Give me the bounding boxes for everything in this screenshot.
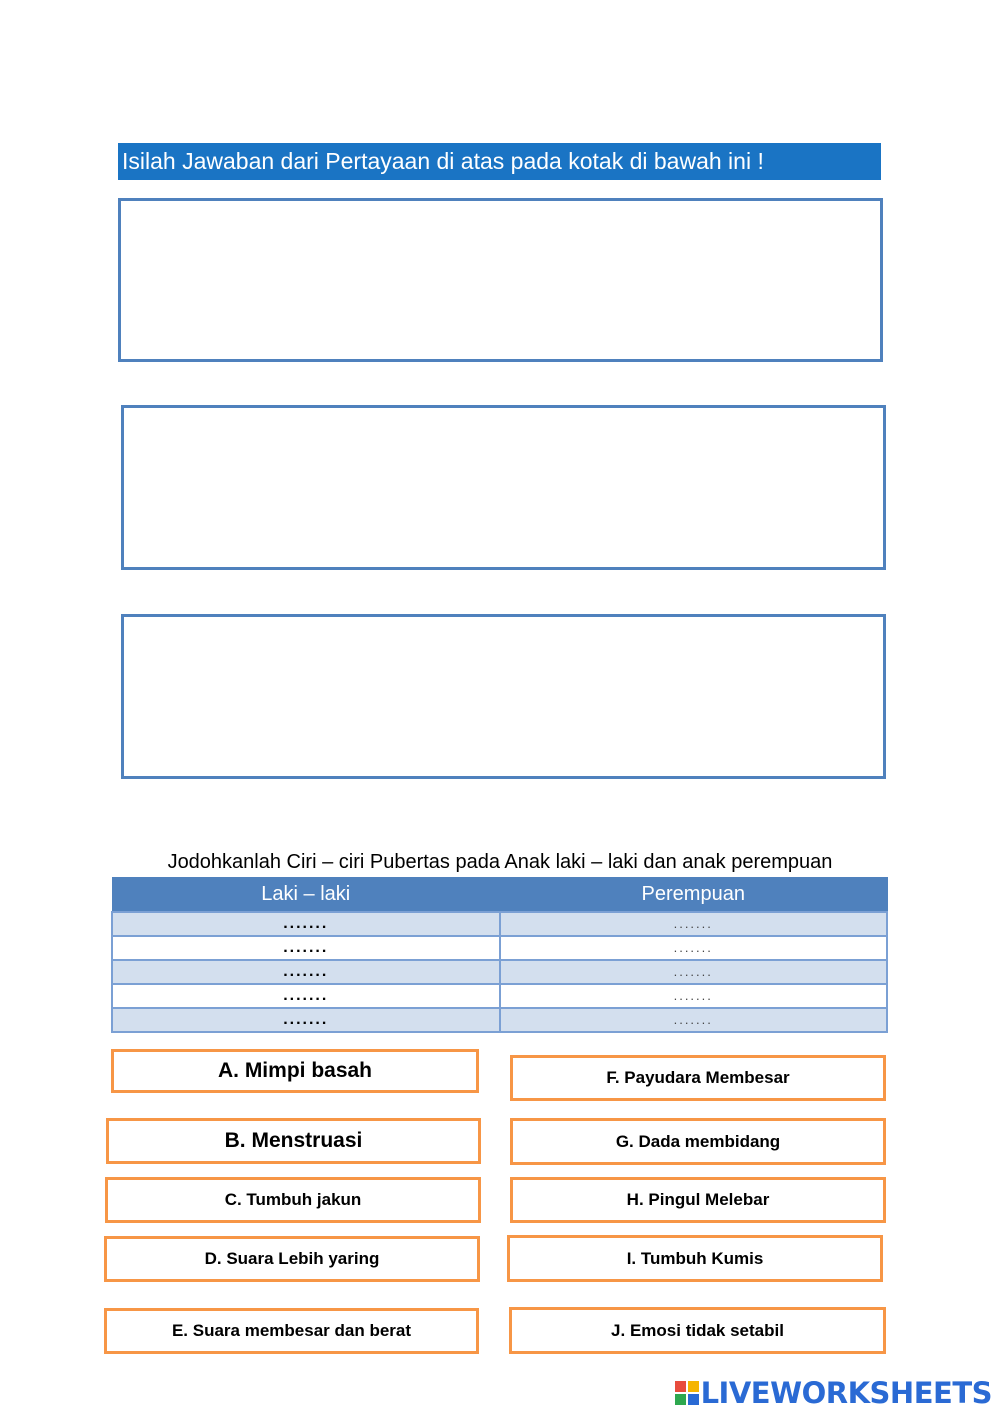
drop-slot-perempuan-5[interactable]: ....... <box>500 1008 888 1032</box>
option-a[interactable]: A. Mimpi basah <box>111 1049 479 1093</box>
drop-slot-laki-laki-5[interactable]: ....... <box>112 1008 500 1032</box>
liveworksheets-logo-icon <box>675 1381 699 1405</box>
instruction-banner: Isilah Jawaban dari Pertayaan di atas pada kotak di bawah ini ! <box>118 143 881 180</box>
option-h[interactable]: H. Pingul Melebar <box>510 1177 886 1223</box>
matching-table <box>111 877 888 1033</box>
drop-slot-perempuan-4[interactable]: ....... <box>500 984 888 1008</box>
drop-slot-laki-laki-4[interactable]: ....... <box>112 984 500 1008</box>
option-c[interactable]: C. Tumbuh jakun <box>105 1177 481 1223</box>
answer-box-3[interactable] <box>121 614 886 779</box>
drop-slot-laki-laki-2[interactable]: ....... <box>112 936 500 960</box>
matching-instruction: Jodohkanlah Ciri – ciri Pubertas pada Anak laki – laki dan anak perempuan <box>167 851 833 873</box>
answer-box-2[interactable] <box>121 405 886 570</box>
option-d[interactable]: D. Suara Lebih yaring <box>104 1236 480 1282</box>
drop-slot-laki-laki-3[interactable]: ....... <box>112 960 500 984</box>
drop-slot-perempuan-2[interactable]: ....... <box>500 936 888 960</box>
option-f[interactable]: F. Payudara Membesar <box>510 1055 886 1101</box>
drop-slot-perempuan-3[interactable]: ....... <box>500 960 888 984</box>
table-row <box>112 1008 887 1032</box>
option-g[interactable]: G. Dada membidang <box>510 1118 886 1165</box>
drop-slot-perempuan-1[interactable]: ....... <box>500 912 888 936</box>
option-b[interactable]: B. Menstruasi <box>106 1118 481 1164</box>
table-row <box>112 936 887 960</box>
column-header-laki-laki: Laki – laki <box>112 878 500 913</box>
option-i[interactable]: I. Tumbuh Kumis <box>507 1235 883 1282</box>
option-e[interactable]: E. Suara membesar dan berat <box>104 1308 479 1354</box>
drop-slot-laki-laki-1[interactable]: ....... <box>112 912 500 936</box>
table-row <box>112 984 887 1008</box>
liveworksheets-footer <box>675 1375 992 1411</box>
table-row <box>112 960 887 984</box>
answer-box-1[interactable] <box>118 198 883 362</box>
brand-name: LIVEWORKSHEETS <box>700 1376 992 1410</box>
column-header-perempuan: Perempuan <box>500 878 888 913</box>
option-j[interactable]: J. Emosi tidak setabil <box>509 1307 886 1354</box>
table-row <box>112 912 887 936</box>
